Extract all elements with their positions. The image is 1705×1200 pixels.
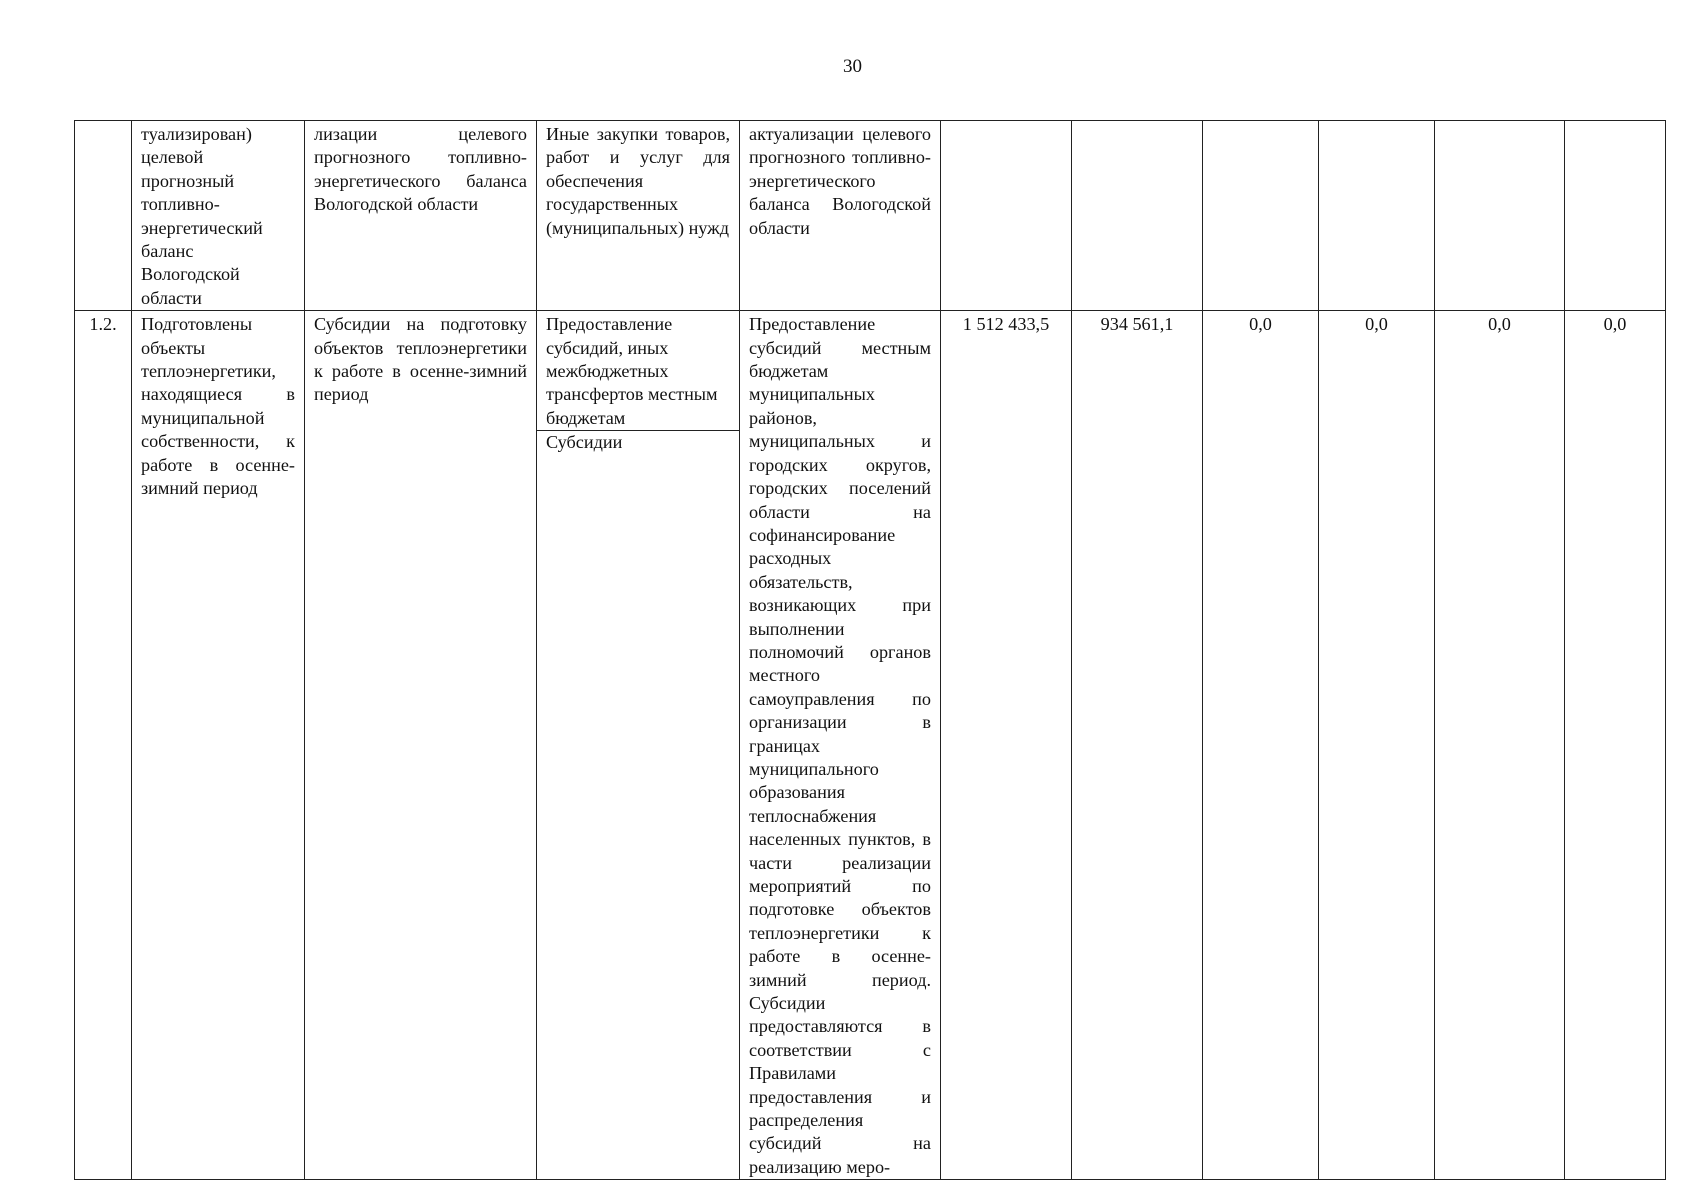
expense-subtype-text: Субсидии: [537, 430, 739, 454]
value-cell: 0,0: [1435, 311, 1565, 1180]
value-cell: 0,0: [1203, 311, 1319, 1180]
value-cell: [941, 121, 1072, 311]
value-cell: [1203, 121, 1319, 311]
description-cell: Предоставление субсидий местным бюджетам муниципальных районов, муниципальных и городских округов, городских поселений области на софинансирование расходных обязательств, возникающих при выполнении полномочий органов местного самоуправления по организации в границах муниципального образования теплоснабжения населенных пунктов, в части реализации мероприятий по подготовке объектов теплоэнергетики к работе в осенне-зимний период. Субсидии предоставляются в соответствии с Правилами предоставления и распределения субсидий на реализацию меро-: [740, 311, 941, 1180]
value-cell: 934 561,1: [1072, 311, 1203, 1180]
expense-type-text: Иные закупки товаров, работ и услуг для обеспечения государственных (муниципальных) нужд: [546, 124, 730, 238]
table-row: [75, 311, 1666, 1180]
description-cell: актуализации целевого прогнозного топливно-энергетического баланса Вологодской области: [740, 121, 941, 311]
measure-cell: Субсидии на подготовку объектов теплоэнергетики к работе в осенне-зимний период: [305, 311, 537, 1180]
measure-cell: лизации целевого прогнозного топливно-энергетического баланса Вологодской области: [305, 121, 537, 311]
value-cell: [1565, 121, 1666, 311]
value-cell: [1319, 121, 1435, 311]
expense-type-cell: [537, 311, 740, 1180]
expense-type-text: Предоставление субсидий, иных межбюджетных трансфертов местным бюджетам: [546, 314, 718, 428]
program-table: [74, 120, 1666, 1180]
expense-type-cell: [537, 121, 740, 311]
value-cell: [1435, 121, 1565, 311]
value-cell: [1072, 121, 1203, 311]
result-cell: Подготовлены объекты теплоэнергетики, находящиеся в муниципальной собственности, к работе в осенне-зимний период: [132, 311, 305, 1180]
table-row: [75, 121, 1666, 311]
page-number: 30: [843, 56, 862, 77]
row-number-cell: 1.2.: [75, 311, 132, 1180]
value-cell: 1 512 433,5: [941, 311, 1072, 1180]
value-cell: 0,0: [1565, 311, 1666, 1180]
result-cell: туализирован) целевой прогнозный топливно-энергетический баланс Вологодской области: [132, 121, 305, 311]
value-cell: 0,0: [1319, 311, 1435, 1180]
row-number-cell: [75, 121, 132, 311]
